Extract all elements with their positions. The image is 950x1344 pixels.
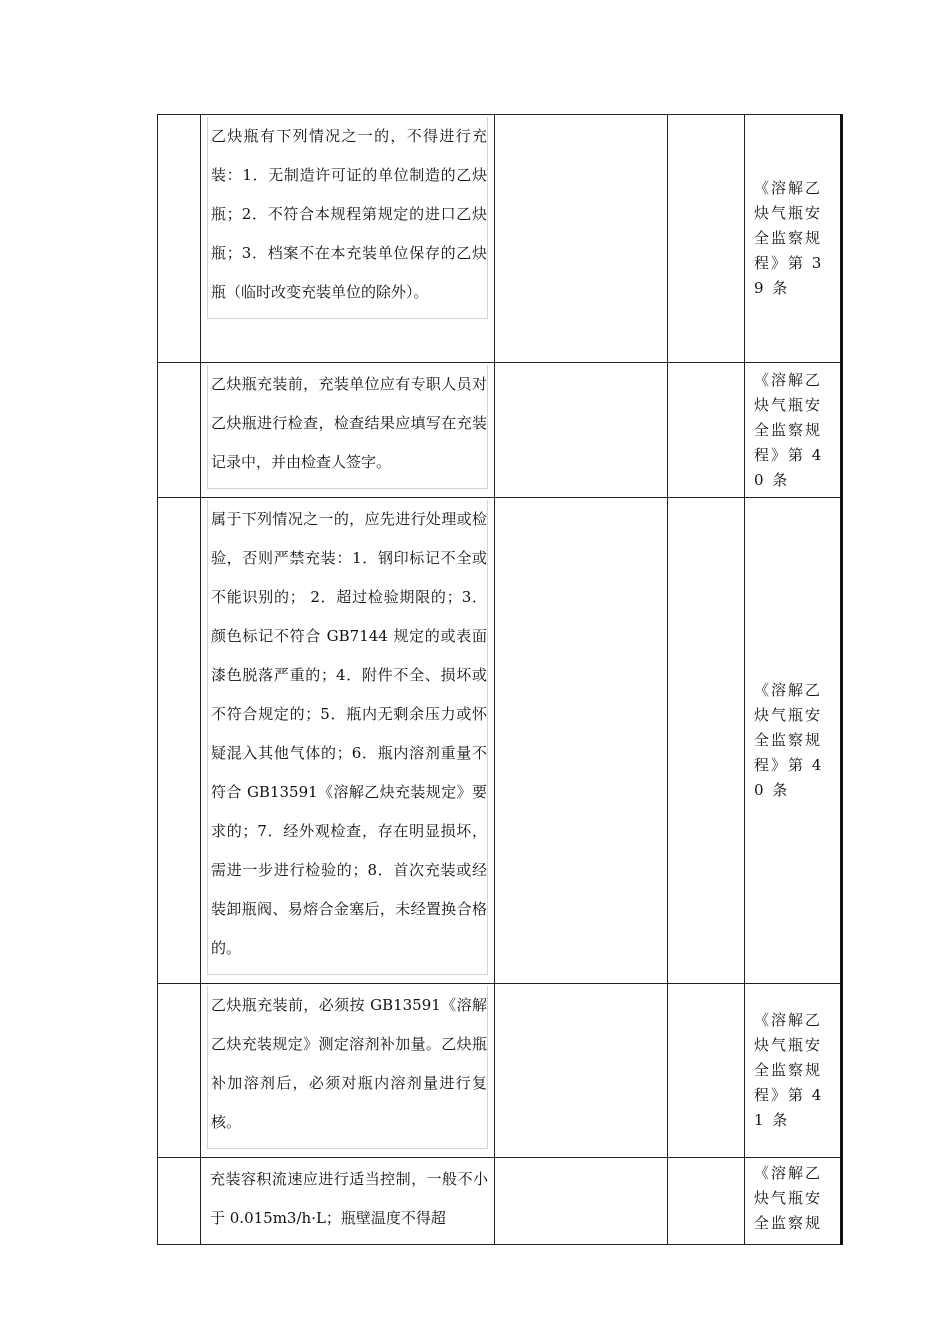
check-result-cell: [495, 115, 668, 363]
check-result-cell: [495, 1158, 668, 1245]
requirement-text: 乙炔瓶充装前，必须按 GB13591《溶解乙炔充装规定》测定溶剂补加量。乙炔瓶补加溶剂后，必须对瓶内溶剂量进行复核。: [207, 986, 488, 1149]
basis-cell: [745, 1158, 842, 1245]
table-row: [158, 984, 842, 1158]
remark-cell: [668, 1158, 745, 1245]
remark-cell: [668, 115, 745, 363]
basis-cell: [745, 115, 842, 363]
requirement-cell: [201, 1158, 495, 1245]
table-row: [158, 363, 842, 498]
requirement-text: 乙炔瓶有下列情况之一的，不得进行充装：1．无制造许可证的单位制造的乙炔瓶；2．不符合本规程第规定的进口乙炔瓶；3．档案不在本充装单位保存的乙炔瓶（临时改变充装单位的除外）。: [207, 117, 488, 319]
inspection-table-container: [157, 114, 841, 1232]
table-row: [158, 498, 842, 984]
index-cell: [158, 498, 201, 984]
index-cell: [158, 984, 201, 1158]
basis-cell: [745, 498, 842, 984]
basis-text: 《溶解乙炔气瓶安全监察规程》第 39 条: [754, 179, 824, 297]
basis-text: 《溶解乙炔气瓶安全监察规程》第 40 条: [754, 681, 824, 799]
index-cell: [158, 1158, 201, 1245]
basis-text: 《溶解乙炔气瓶安全监察规: [754, 1164, 823, 1232]
remark-cell: [668, 984, 745, 1158]
basis-cell: [745, 363, 842, 498]
remark-cell: [668, 363, 745, 498]
requirement-cell: [201, 115, 495, 363]
requirement-text: 充装容积流速应进行适当控制，一般不小于 0.015m3/h·L；瓶壁温度不得超: [210, 1170, 488, 1227]
check-result-cell: [495, 984, 668, 1158]
basis-text: 《溶解乙炔气瓶安全监察规程》第 41 条: [754, 1011, 824, 1129]
requirement-text: 乙炔瓶充装前，充装单位应有专职人员对乙炔瓶进行检查，检查结果应填写在充装记录中，并由检查人签字。: [207, 365, 488, 489]
basis-cell: [745, 984, 842, 1158]
index-cell: [158, 115, 201, 363]
inspection-table: [157, 114, 843, 1245]
requirement-cell: [201, 498, 495, 984]
check-result-cell: [495, 363, 668, 498]
remark-cell: [668, 498, 745, 984]
requirement-text: 属于下列情况之一的，应先进行处理或检验，否则严禁充装：1．钢印标记不全或不能识别的； 2．超过检验期限的；3．颜色标记不符合 GB7144 规定的或表面漆色脱落严重的；4．附件不全、损坏或不符合规定的；5．瓶内无剩余压力或怀疑混入其他气体的；6．瓶内溶剂重量不符合 GB13591《溶解乙炔充装规定》要求的；7．经外观检查，存在明显损坏，需进一步进行检验的；8．首次充装或经装卸瓶阀、易熔合金塞后，未经置换合格的。: [207, 500, 488, 975]
table-row: [158, 1158, 842, 1245]
check-result-cell: [495, 498, 668, 984]
requirement-cell: [201, 363, 495, 498]
basis-text: 《溶解乙炔气瓶安全监察规程》第 40 条: [754, 370, 824, 489]
index-cell: [158, 363, 201, 498]
requirement-cell: [201, 984, 495, 1158]
table-row: [158, 115, 842, 363]
